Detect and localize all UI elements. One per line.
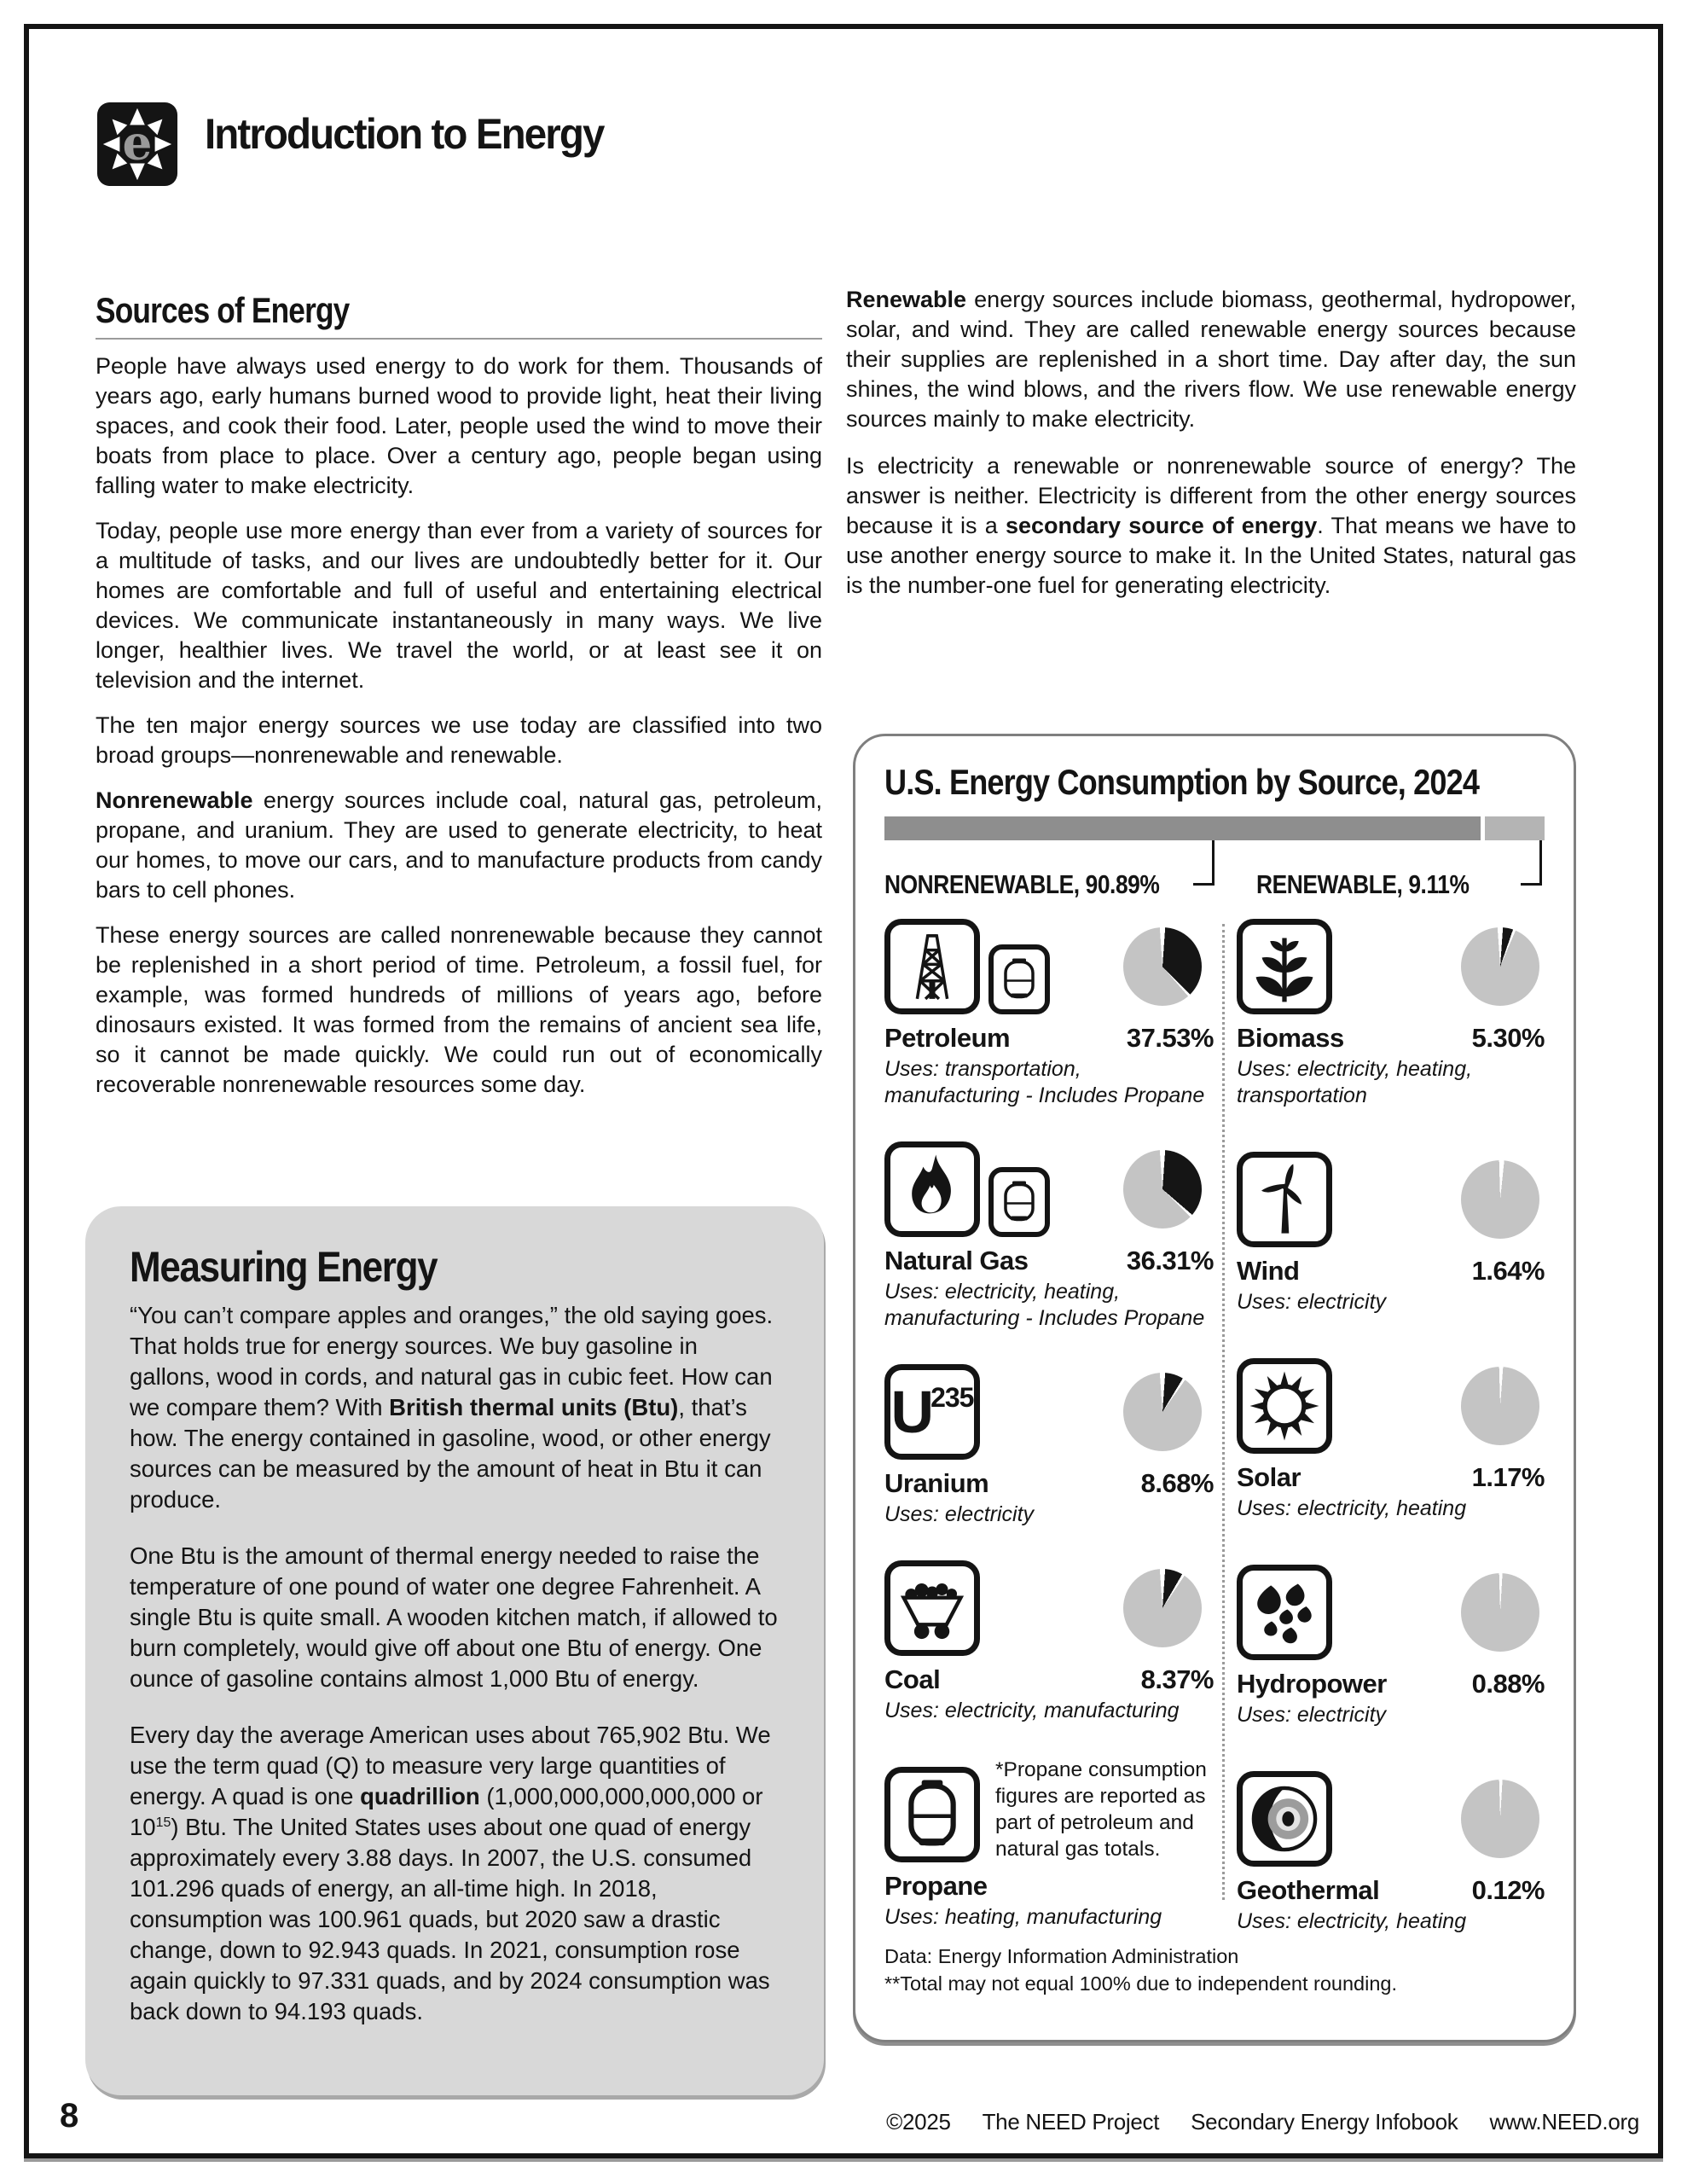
sources-paragraph: People have always used energy to do work for them. Thousands of years ago, early humans burned wood to provide light, heat their living spaces, and cook their food. Later, people used the wind to move their boats from place to place. Over a century ago, people began using falling water to make electricity. — [96, 353, 822, 498]
source-name: Biomass — [1237, 1023, 1344, 1053]
sources-paragraph: Today, people use more energy than ever from a variety of sources for a multitude of tasks, and our lives are undoubtedly better for it. Our homes are comfortable and full of useful and entertaining electrical devices. We communicate instantaneously in many ways. We live longer, healthier lives. We travel the world, or at least see it on television and the internet. — [96, 518, 822, 693]
source-uses: Uses: heating, manufacturing — [884, 1905, 1162, 1929]
sources-of-energy-heading: Sources of Energy — [96, 290, 350, 330]
source-row-propane — [884, 1757, 1214, 1931]
source-uses: Uses: electricity, heating — [1237, 1496, 1467, 1520]
sources-paragraph: Nonrenewable energy sources include coal, natural gas, petroleum, propane, and uranium. They are used to generate electricity, to heat our homes, to move our cars, and to manufacture products from candy bars to cell phones. — [96, 787, 822, 903]
measuring-energy-heading: Measuring Energy — [130, 1243, 438, 1291]
source-row-biomass — [1237, 919, 1545, 1109]
source-uses: Uses: electricity — [884, 1502, 1035, 1526]
source-uses: Uses: electricity, manufacturing — [884, 1699, 1180, 1722]
source-name: Solar — [1237, 1462, 1301, 1492]
heading-underline — [96, 338, 822, 340]
electricity-paragraph: Is electricity a renewable or nonrenewable source of energy? The answer is neither. Electricity is different from the other energy sources because it is a secondary source of energy. That means we have to use another energy source to make it. In the United States, natural gas is the number-one fuel for generating electricity. — [846, 453, 1576, 598]
biomass-pie-chart — [1461, 927, 1539, 1006]
consumption-bar — [884, 816, 1545, 840]
renewable-paragraph: Renewable energy sources include biomass, geothermal, hydropower, solar, and wind. They are called renewable energy sources because their supplies are replenished in a short time. Day after day, the sun shines, the wind blows, and the rivers flow. We use renewable energy sources mainly to make electricity. — [846, 287, 1576, 432]
wind-pie-chart — [1461, 1160, 1539, 1239]
source-row-geothermal — [1237, 1771, 1545, 1934]
footer-credits — [886, 2109, 1639, 2135]
source-uses: Uses: electricity — [1237, 1290, 1387, 1314]
source-uses: Uses: transportation, manufacturing - Includes Propane — [884, 1057, 1205, 1107]
coal-pie-chart — [1123, 1569, 1202, 1647]
measuring-energy-box — [85, 1206, 824, 2095]
solar-sun-icon — [1237, 1358, 1332, 1454]
source-percent: 0.12% — [1471, 1875, 1545, 1905]
footer-project: The NEED Project — [982, 2109, 1160, 2135]
source-name: Propane — [884, 1871, 988, 1901]
energy-consumption-infographic — [853, 734, 1576, 2042]
footer-website: www.NEED.org — [1489, 2109, 1639, 2135]
source-row-hydropower — [1237, 1565, 1545, 1728]
source-row-uranium — [884, 1364, 1214, 1528]
renewable-column — [1237, 919, 1545, 1934]
source-row-coal — [884, 1560, 1214, 1724]
sources-paragraph: The ten major energy sources we use today are classified into two broad groups—nonrenewable and renewable. — [96, 712, 822, 768]
source-percent: 36.31% — [1126, 1246, 1214, 1275]
source-percent: 8.37% — [1140, 1664, 1214, 1694]
sources-paragraph: These energy sources are called nonrenewable because they cannot be replenished in a short period of time. Petroleum, a fossil fuel, for example, was formed hundreds of millions of years ago, before dinosaurs existed. It was formed from the remains of ancient sea life, so it cannot be made quickly. We could run out of economically recoverable nonrenewable resources some day. — [96, 922, 822, 1097]
footer-copyright: ©2025 — [886, 2109, 951, 2135]
biomass-plant-icon — [1237, 919, 1332, 1014]
source-name: Hydropower — [1237, 1669, 1387, 1699]
petroleum-pie-chart — [1123, 927, 1202, 1006]
left-text-column — [96, 290, 822, 1115]
data-source-line: Data: Energy Information Administration — [884, 1945, 1239, 1967]
source-columns — [884, 919, 1545, 1934]
uranium-u235-icon — [884, 1364, 980, 1460]
uranium-pie-chart — [1123, 1373, 1202, 1451]
uranium-u: U — [890, 1379, 933, 1445]
source-name: Coal — [884, 1664, 941, 1694]
coal-cart-icon — [884, 1560, 980, 1656]
need-logo — [96, 99, 179, 189]
geothermal-pie-chart — [1461, 1780, 1539, 1858]
source-row-natural-gas — [884, 1141, 1214, 1332]
oil-derrick-icon — [884, 919, 980, 1014]
renewable-connector-line — [1521, 840, 1542, 886]
source-percent: 5.30% — [1471, 1023, 1545, 1053]
rounding-note-line: **Total may not equal 100% due to independent rounding. — [884, 1972, 1398, 1995]
nonrenewable-connector-line — [1193, 840, 1215, 886]
natural-gas-flame-icon — [884, 1141, 980, 1237]
source-uses: Uses: electricity, heating — [1237, 1909, 1467, 1933]
nonrenewable-column — [884, 919, 1214, 1934]
logo-letter-e: e — [122, 114, 153, 171]
renewable-group-label: RENEWABLE, 9.11% — [1256, 869, 1470, 899]
propane-tank-icon — [988, 944, 1050, 1014]
bar-nonrenewable-segment — [884, 816, 1481, 840]
natural-gas-pie-chart — [1123, 1150, 1202, 1228]
page-number: 8 — [60, 2097, 79, 2135]
footer-book-title: Secondary Energy Infobook — [1191, 2109, 1458, 2135]
propane-tank-icon — [884, 1767, 980, 1862]
uranium-235: 235 — [930, 1382, 974, 1413]
measuring-paragraph: One Btu is the amount of thermal energy needed to raise the temperature of one pound of water one degree Fahrenheit. A single Btu is quite small. A wooden kitchen match, if allowed to burn completely, would give off about one Btu of energy. One ounce of gasoline contains almost 1,000 Btu of energy. — [130, 1542, 778, 1692]
dotted-column-divider — [1222, 924, 1225, 1900]
measuring-paragraph: Every day the average American uses about 765,902 Btu. We use the term quad (Q) to measure very large quantities of energy. A quad is one quadrillion (1,000,000,000,000,000 or $10^{15}$) Btu. The United States uses about one quad of energy approximately every 3.88 days. In 2007, the U.S. consumed 101.296 quads of energy, an all-time high. In 2018, consumption was 100.961 quads, but 2020 saw a drastic change, down to 92.943 quads. In 2021, consumption rose again quickly to 97.331 quads, and by 2024 consumption was back down to 94.193 quads. — [130, 1722, 771, 2024]
source-uses: Uses: electricity, heating, transportation — [1237, 1057, 1473, 1107]
source-row-petroleum — [884, 919, 1214, 1109]
source-row-solar — [1237, 1358, 1545, 1522]
earth-cutaway-icon — [1237, 1771, 1332, 1867]
consumption-bar-zone — [884, 816, 1545, 914]
propane-tank-icon — [988, 1167, 1050, 1237]
water-drops-icon — [1237, 1565, 1332, 1660]
propane-footnote: *Propane consumption figures are reported as part of petroleum and natural gas totals. — [995, 1758, 1207, 1861]
solar-pie-chart — [1461, 1367, 1539, 1445]
bar-renewable-segment — [1485, 816, 1545, 840]
nonrenewable-group-label: NONRENEWABLE, 90.89% — [884, 869, 1160, 899]
source-name: Geothermal — [1237, 1875, 1380, 1905]
source-row-wind — [1237, 1152, 1545, 1316]
measuring-paragraph: “You can’t compare apples and oranges,” the old saying goes. That holds true for energy sources. We buy gasoline in gallons, wood in cords, and natural gas in cubic feet. How can we compare them? With British thermal units (Btu), that’s how. The energy contained in gasoline, wood, or other energy sources can be measured by the amount of heat in Btu it can produce. — [130, 1302, 774, 1513]
data-source-note — [884, 1943, 1545, 1997]
infographic-title: U.S. Energy Consumption by Source, 2024 — [884, 762, 1480, 802]
source-percent: 0.88% — [1471, 1669, 1545, 1699]
source-percent: 37.53% — [1126, 1023, 1214, 1053]
wind-turbine-icon — [1237, 1152, 1332, 1247]
right-text-column — [846, 285, 1576, 618]
source-name: Petroleum — [884, 1023, 1011, 1053]
source-uses: Uses: electricity, heating, manufacturing - Includes Propane — [884, 1280, 1205, 1330]
source-name: Uranium — [884, 1468, 989, 1498]
source-name: Wind — [1237, 1256, 1300, 1286]
source-uses: Uses: electricity — [1237, 1703, 1387, 1727]
source-percent: 8.68% — [1140, 1468, 1214, 1498]
hydropower-pie-chart — [1461, 1573, 1539, 1652]
source-percent: 1.17% — [1471, 1462, 1545, 1492]
source-name: Natural Gas — [884, 1246, 1029, 1275]
page-title: Introduction to Energy — [205, 110, 604, 158]
source-percent: 1.64% — [1471, 1256, 1545, 1286]
